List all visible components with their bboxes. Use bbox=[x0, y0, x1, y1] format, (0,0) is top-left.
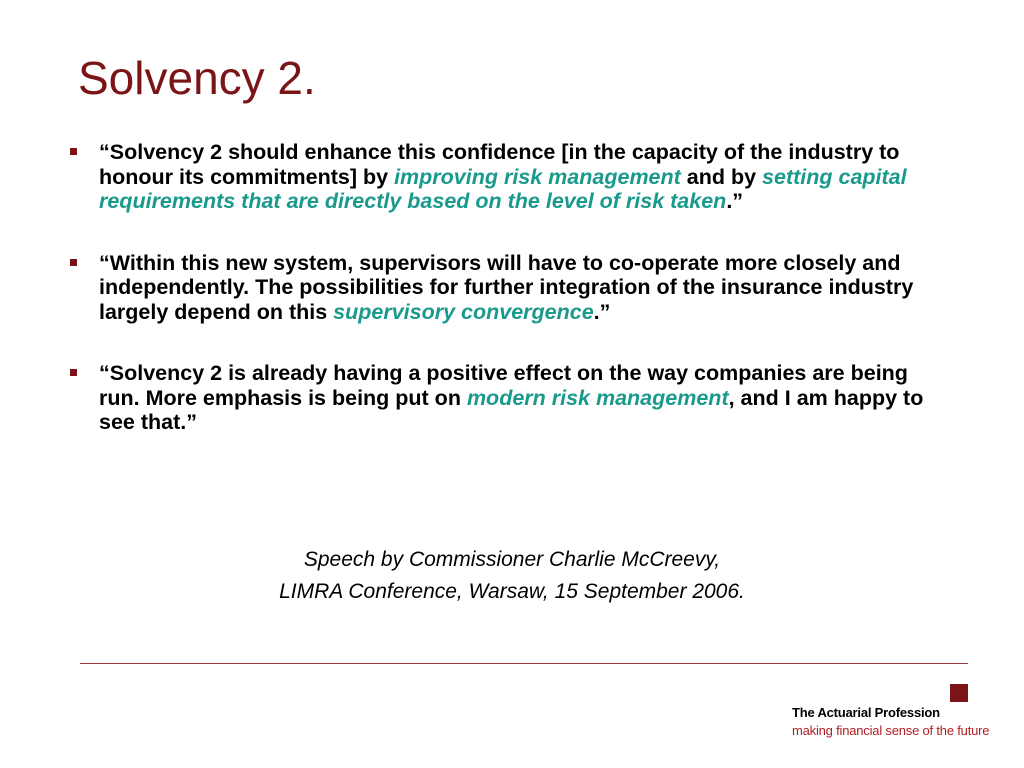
bullet-1-highlight-a: improving risk management bbox=[394, 164, 681, 189]
square-bullet-icon bbox=[70, 259, 77, 266]
square-bullet-icon bbox=[70, 148, 77, 155]
bullet-item-1 bbox=[70, 140, 950, 214]
bullet-1-text-c: .” bbox=[726, 189, 744, 213]
citation-line-2: LIMRA Conference, Warsaw, 15 September 2006. bbox=[279, 580, 745, 603]
logo-square-icon bbox=[950, 684, 968, 702]
bullet-3-text-a: “Solvency 2 is already having a positive effect on the way companies are being run. More emphasis is being put on bbox=[99, 361, 908, 410]
bullet-1-text-a: “Solvency 2 should enhance this confidence [in the capacity of the industry to honour its commitments] by bbox=[99, 140, 900, 189]
bullet-3-highlight: modern risk management bbox=[466, 385, 729, 410]
bullet-item-2 bbox=[70, 251, 950, 325]
bullet-2-highlight: supervisory convergence bbox=[333, 299, 594, 324]
bullet-3-text-b: , and I am happy to see that.” bbox=[99, 385, 924, 434]
speech-citation bbox=[0, 544, 1024, 608]
org-name: The Actuarial Profession bbox=[792, 705, 940, 720]
citation-line-1: Speech by Commissioner Charlie McCreevy, bbox=[303, 548, 721, 571]
bullet-item-3 bbox=[70, 361, 950, 435]
bullet-list bbox=[70, 140, 950, 435]
bullet-2-text-b: .” bbox=[593, 299, 611, 324]
slide-title: Solvency 2. bbox=[78, 52, 316, 104]
square-bullet-icon bbox=[70, 369, 77, 376]
footer-divider bbox=[80, 663, 968, 664]
bullet-2-text-a: “Within this new system, supervisors will have to co-operate more closely and independently. The possibilities for further integration of the insurance industry largely depend on this bbox=[99, 250, 914, 324]
bullet-1-text-b: and by bbox=[680, 164, 763, 189]
org-tagline: making financial sense of the future bbox=[792, 723, 990, 738]
bullet-1-highlight-b: setting capital requirements that are directly based on the level of risk taken bbox=[99, 164, 907, 213]
